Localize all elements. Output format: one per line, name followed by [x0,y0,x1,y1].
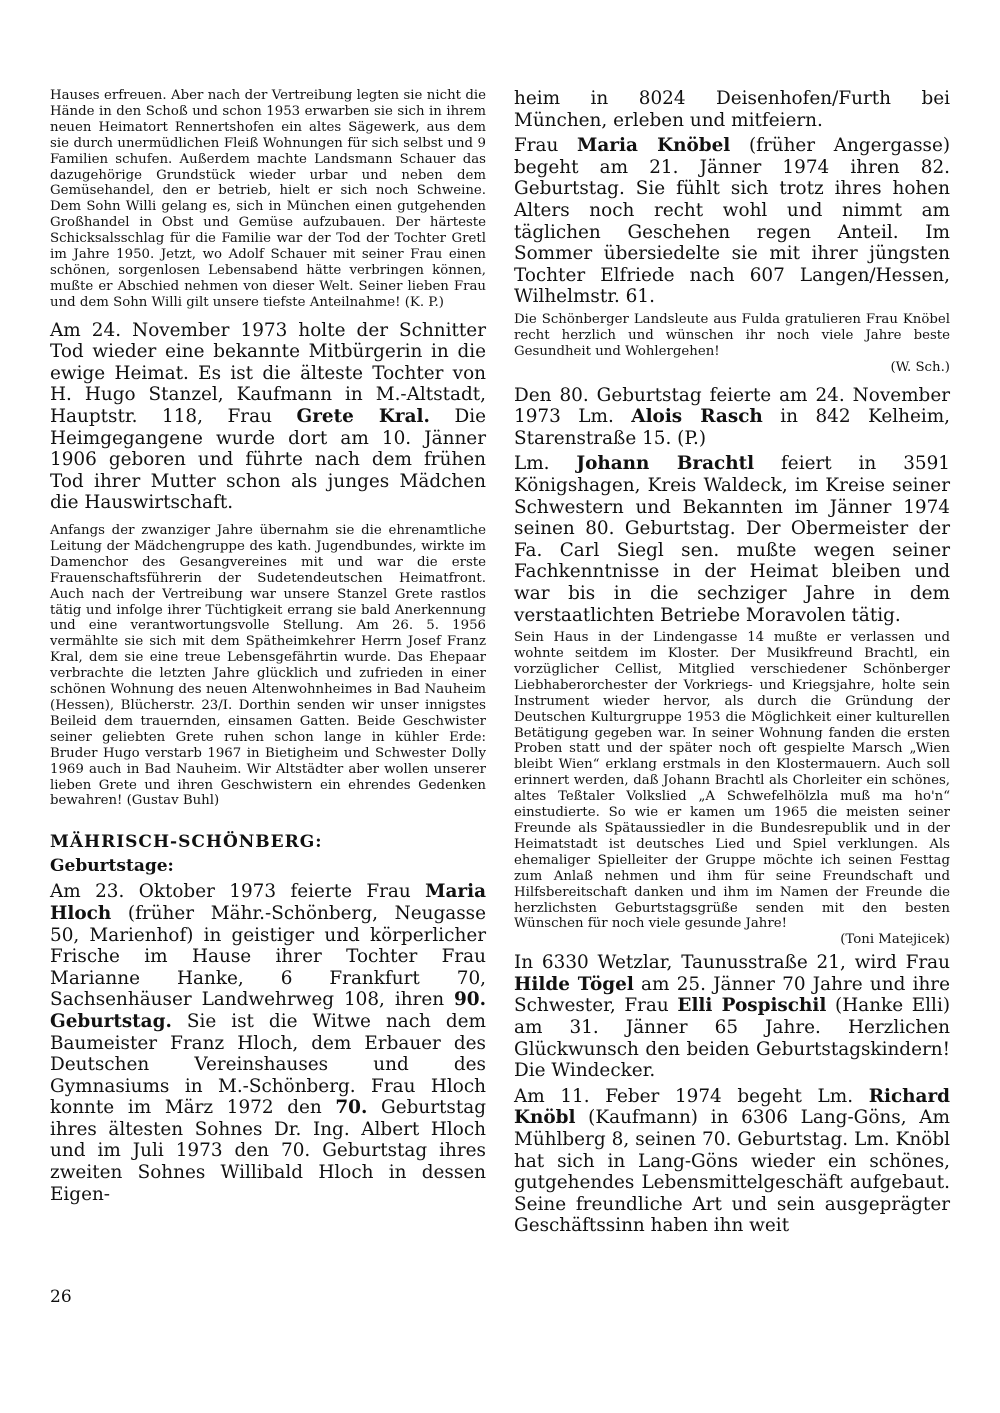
paragraph-hloch-birthday: Am 23. Oktober 1973 feierte Frau Maria Hloch (früher Mähr.-Schönberg, Neugasse 50, Marienhof) in geistiger und körperlicher Frische im Hause ihrer Tochter Frau Marianne Hanke, 6 Frankfurt 70, Sachsenhäuser Landwehrweg 108, ihren 90. Geburtstag. Sie ist die Witwe nach dem Baumeister Franz Hloch, dem Erbauer des Deutschen Vereinshauses und des Gymnasiums in M.-Schönberg. Frau Hloch konnte im März 1972 den 70. Geburtstag ihres ältesten Sohnes Dr. Ing. Albert Hloch und im Juli 1973 den 70. Geburtstag ihres zweiten Sohnes Willibald Hloch in dessen Eigen- [50,881,486,1205]
paragraph-fulda-greeting: Die Schönberger Landsleute aus Fulda gratulieren Frau Knöbel recht herzlich und wünschen ihr noch viele Jahre beste Gesundheit und Wohlergehen! [514,311,950,359]
name-johann-brachtl: Johann Brachtl [576,453,755,475]
page-number: 26 [50,1287,72,1307]
name-hilde-toegel: Hilde Tögel [514,973,634,995]
name-maria-knoebel: Maria Knöbel [577,135,731,157]
paragraph-knoebl-birthday: Am 11. Feber 1974 begeht Lm. Richard Knöbl (Kaufmann) in 6306 Lang-Göns, Am Mühlberg 8, seinen 70. Geburtstag. Lm. Knöbl hat sich in Lang-Göns wieder ein schönes, gutgehendes Lebensmittelgeschäft aufgebaut. Seine freundliche Art und sein ausgeprägter Geschäftssinn haben ihn weit [514,1085,950,1237]
paragraph-kral-biography: Anfangs der zwanziger Jahre übernahm sie die ehrenamtliche Leitung der Mädchengruppe des kath. Jugendbundes, wirkte im Damenchor des Gesangvereines mit und war die erste Frauenschaftsführerin der Sudetendeutschen Heimatfront. Auch nach der Vertreibung war unsere Stanzel Grete rastlos tätig und infolge ihrer Tüchtigkeit errang sie bald Anerkennung und eine verantwortungsvolle Stellung. Am 26. 5. 1956 vermählte sie sich mit dem Spätheimkehrer Herrn Josef Franz Kral, dem sie eine treue Lebensgefährtin wurde. Das Ehepaar verbrachte die letzten Jahre glücklich und zufrieden in einer schönen Wohnung des neuen Altenwohnheimes in Bad Nauheim (Hessen), Blücherstr. 23/I. Dorthin senden wir unser innigstes Beileid dem trauernden, einsamen Gatten. Beide Geschwister seiner geliebten Grete ruhen schon lange in kühler Erde: Bruder Hugo verstarb 1967 in Bietigheim und Schwester Dolly 1969 auch in Bad Nauheim. Wir Altstädter aber wollen unserer lieben Grete und ihren Geschwistern ein ehrendes Gedenken bewahren! (Gustav Buhl) [50,523,486,809]
name-richard-knoebl: Richard Knöbl [514,1085,950,1129]
name-elli-pospischil: Elli Pospischil [677,995,827,1017]
left-column [50,88,486,1205]
signature-w-sch: (W. Sch.) [890,359,950,375]
paragraph-kral-obituary: Am 24. November 1973 holte der Schnitter Tod wieder eine bekannte Mitbürgerin in die ewige Heimat. Es ist die älteste Tochter von H. Hugo Stanzel, Kaufmann in M.-Altstadt, Hauptstr. 118, Frau Grete Kral. Die Heimgegangene wurde dort am 10. Jänner 1906 geboren und führte nach dem frühen Tod ihrer Mutter schon als junges Mädchen die Hauswirtschaft. [50,319,486,514]
right-column [514,88,950,1237]
paragraph-knoebel-birthday: Frau Maria Knöbel (früher Angergasse) begeht am 21. Jänner 1974 ihren 82. Geburtstag. Sie fühlt sich trotz ihres hohen Alters noch recht wohl und nimmt am täglichen Geschehen regen Anteil. Im Sommer übersiedelte sie mit ihrer jüngsten Tochter Elfriede nach 607 Langen/Hessen, Wilhelmstr. 61. [514,135,951,308]
section-subheading: Geburtstage: [50,856,174,877]
name-alois-rasch: Alois Rasch [631,406,763,428]
paragraph-rasch-birthday: Den 80. Geburtstag feierte am 24. November 1973 Lm. Alois Rasch in 842 Kelheim, Starenstraße 15. (P.) [514,384,950,449]
name-maria-hloch: Maria Hloch [50,881,486,924]
name-grete-kral: Grete Kral. [296,406,430,428]
paragraph-brachtl-biography: Sein Haus in der Lindengasse 14 mußte er verlassen und wohnte seitdem im Kloster. Der Musikfreund Brachtl, ein vorzüglicher Cellist, Mitglied verschiedener Schönberger Liebhaberorchester der Vorkriegs- und Kriegsjahre, holte sein Instrument wieder hervor, als durch die Gründung der Deutschen Kulturgruppe 1953 die Möglichkeit einer kulturellen Betätigung gegeben war. In seiner Wohnung fanden die ersten Proben statt und der später noch oft gespielte Marsch „Wien bleibt Wien“ erklang erstmals in den Klostermauern. Auch soll erinnert werden, daß Johann Brachtl als Chorleiter ein schönes, altes Teßtaler Volkslied „A Schwefelhölzla muß ma ho'n“ einstudierte. So wie er kamen um 1965 die meisten seiner Freunde als Spätaussiedler in die Bundesrepublik und in der Heimatstadt ist deutsches Lied und Spiel verklungen. Als ehemaliger Spielleiter der Gruppe möchte ich seinen Festtag zum Anlaß nehmen und ihm für seine Freundschaft und Hilfsbereitschaft danken und ihm im Namen der Freunde die herzlichsten Geburtstagsgrüße senden mit den besten Wünschen für noch viele gesunde Jahre! [514,630,950,932]
paragraph-hloch-continued: heim in 8024 Deisenhofen/Furth bei München, erleben und mitfeiern. [514,88,950,131]
paragraph-schauer-obituary: Hauses erfreuen. Aber nach der Vertreibung legten sie nicht die Hände in den Schoß und schon 1953 erwarben sie sich in ihrem neuen Heimatort Rennertshofen ein altes Sägewerk, aus dem sie durch unermüdlichen Fleiß Wohnungen für sich selbst und 9 Familien schufen. Außerdem machte Landsmann Schauer das dazugehörige Grundstück wieder urbar und neben dem Gemüsehandel, den er betrieb, hielt er sich noch Schweine. Dem Sohn Willi gelang es, sich in München einen gutgehenden Großhandel in Obst und Gemüse aufzubauen. Der härteste Schicksalsschlag für die Familie war der Tod der Tochter Gretl im Jahre 1950. Jetzt, wo Adolf Schauer mit seiner Frau einen schönen, sorgenlosen Lebensabend hätte verbringen können, mußte er Abschied nehmen von dieser Welt. Seiner lieben Frau und dem Sohn Willi gilt unsere tiefste Anteilnahme! (K. P.) [50,88,486,310]
paragraph-brachtl-birthday: Lm. Johann Brachtl feiert in 3591 Königshagen, Kreis Waldeck, im Kreise seiner Schwestern und Bekannten im Jänner 1974 seinen 80. Geburtstag. Der Obermeister der Fa. Carl Siegl sen. mußte wegen seiner Fachkenntnisse in der Heimat bleiben und war bis in die sechziger Jahre in dem verstaatlichten Betriebe Moravolen tätig. [514,453,950,626]
paragraph-toegel-birthday: In 6330 Wetzlar, Taunusstraße 21, wird Frau Hilde Tögel am 25. Jänner 70 Jahre und ihre Schwester, Frau Elli Pospischil (Hanke Elli) am 31. Jänner 65 Jahre. Herzlichen Glückwunsch den beiden Geburtstagskindern! Die Windecker. [514,952,950,1082]
section-heading: MÄHRISCH-SCHÖNBERG: [50,832,323,853]
signature-toni-matejicek: (Toni Matejicek) [840,932,950,948]
